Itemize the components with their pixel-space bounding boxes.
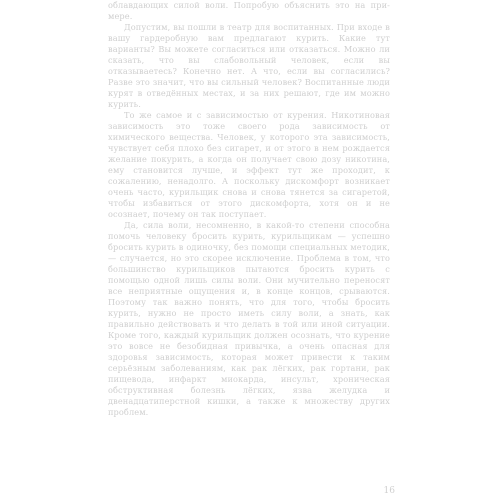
page-number: 16: [383, 486, 395, 496]
document-page: [108, 0, 390, 418]
paragraph-4: Да, сила воли, несомненно, в какой-то степени способна помочь человеку бросить курить, курильщикам — успешно бросить курить в одиночку, без помощи специальных методик, — случается, но это скорее исключение. Проблема в том, что большинство курильщиков пытаются бросить курить с помощью одной лишь силы воли. Они мучительно переносят все неприятные ощущения и, в конце концов, срываются. Поэтому так важно понять, что для того, чтобы бросить курить, нужно не просто иметь силу воли, а знать, как правильно действовать и что делать в той или иной ситуации. Кроме того, каждый курильщик должен осознать, что курение это вовсе не безобидная привычка, а очень опасная для здоровья зависимость, которая может привести к таким серьёзным заболеваниям, как рак лёгких, рак гортани, рак пищевода, инфаркт миокарда, инсульт, хроническая обструктивная болезнь лёгких, язва желудка и двенадцатиперстной кишки, а также к множеству других проблем.: [108, 220, 390, 417]
paragraph-2: Допустим, вы пошли в театр для воспитанных. При входе в вашу гардеробную вам предлагают курить. Какие тут варианты? Вы можете согласиться или отказаться. Можно ли сказать, что вы слабовольный человек, если вы отказываетесь? Конечно нет. А что, если вы согласились? Разве это значит, что вы сильный человек? Воспитанные люди курят в отведённых местах, и за них решают, где им можно курить.: [108, 22, 390, 109]
paragraph-1: облавдающих силой воли. Попробую объяснить это на при- мере.: [108, 0, 390, 21]
paragraph-3: То же самое и с зависимостью от курения. Никотиновая зависимость это тоже своего рода зависимость от химического вещества. Человек, у которого эта зависимость, чувствует себя плохо без сигарет, и от этого в нем рождается желание покурить, а когда он получает свою дозу никотина, ему становится лучше, и эффект тут же проходит, к сожалению, ненадолго. А поскольку дискомфорт возникает очень часто, курильщик снова и снова тянется за сигаретой, чтобы избавиться от этого дискомфорта, хотя он и не осознает, почему он так поступает.: [108, 110, 390, 219]
